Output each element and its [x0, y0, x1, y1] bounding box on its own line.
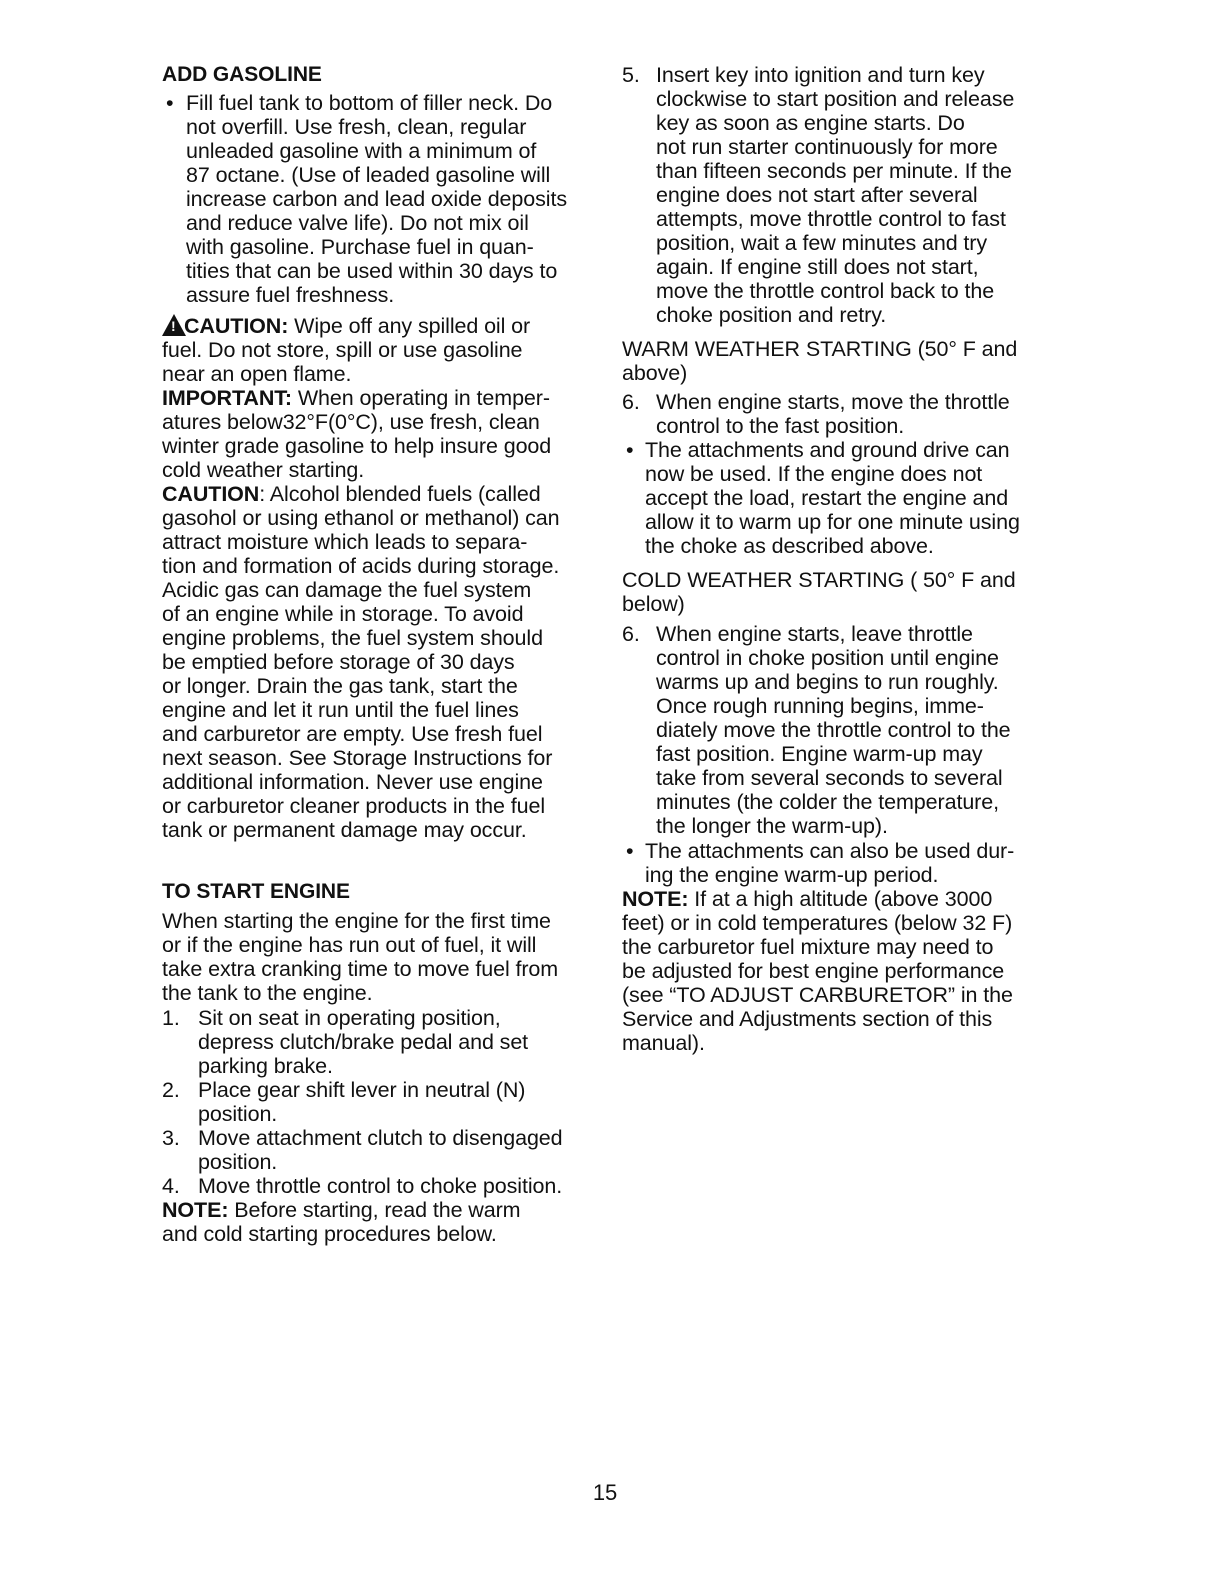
text-line	[162, 115, 602, 139]
line-text: increase carbon and lead oxide deposits	[186, 187, 567, 211]
text-line	[162, 880, 602, 904]
line-text: feet) or in cold temperatures (below 32 F)	[622, 911, 1013, 935]
line-text: allow it to warm up for one minute using	[645, 510, 1020, 534]
text-line	[162, 530, 602, 554]
text-line	[162, 1150, 602, 1174]
line-text: the carburetor fuel mixture may need to	[622, 935, 994, 959]
text-line	[622, 87, 1062, 111]
line-text: Service and Adjustments section of this	[622, 1007, 993, 1031]
text-line	[622, 207, 1062, 231]
text-line	[162, 1102, 602, 1126]
numbered-block	[162, 1078, 602, 1126]
line-text: TO START ENGINE	[162, 880, 350, 903]
line-text: additional information. Never use engine	[162, 770, 543, 794]
text-line	[622, 231, 1062, 255]
line-text: unleaded gasoline with a minimum of	[186, 139, 537, 163]
para-block	[162, 909, 602, 1005]
line-text: or carburetor cleaner products in the fuel	[162, 794, 546, 818]
line-text: position, wait a few minutes and try	[656, 231, 988, 255]
line-text: winter grade gasoline to help insure good	[162, 434, 552, 458]
line-text: Move attachment clutch to disengaged	[198, 1126, 563, 1150]
text-line	[622, 111, 1062, 135]
text-line	[162, 482, 602, 506]
text-line	[622, 414, 1062, 438]
line-text: than fifteen seconds per minute. If the	[656, 159, 1012, 183]
line-text: Acidic gas can damage the fuel system	[162, 578, 532, 602]
text-line	[622, 438, 1062, 462]
line-text: clockwise to start position and release	[656, 87, 1015, 111]
line-text: Wipe off any spilled oil or	[288, 314, 531, 338]
text-line	[162, 338, 602, 362]
line-text: ADD GASOLINE	[162, 63, 322, 86]
text-line	[162, 602, 602, 626]
line-text: and reduce valve life). Do not mix oil	[186, 211, 529, 235]
page-number: 15	[592, 1480, 618, 1505]
line-text: move the throttle control back to the	[656, 279, 995, 303]
text-line	[622, 279, 1062, 303]
text-line	[622, 303, 1062, 327]
right-column	[622, 63, 1062, 1055]
line-text: WARM WEATHER STARTING (50° F and	[622, 337, 1018, 361]
para-block	[622, 568, 1062, 616]
line-text: engine and let it run until the fuel lines	[162, 698, 519, 722]
line-text: fuel. Do not store, spill or use gasoline	[162, 338, 523, 362]
text-line	[162, 554, 602, 578]
text-line	[622, 592, 1062, 616]
text-line	[622, 1031, 1062, 1055]
numbered-block	[162, 1174, 602, 1198]
line-text: the choke as described above.	[645, 534, 934, 558]
text-line	[162, 1198, 602, 1222]
text-line	[622, 63, 1062, 87]
list-number: 4.	[162, 1174, 180, 1198]
section-heading	[162, 880, 602, 904]
line-text: or longer. Drain the gas tank, start the	[162, 674, 518, 698]
line-text: The attachments and ground drive can	[645, 438, 1010, 462]
list-number: 6.	[622, 390, 640, 414]
text-line	[622, 742, 1062, 766]
line-text: attempts, move throttle control to fast	[656, 207, 1006, 231]
line-text: minutes (the colder the temperature,	[656, 790, 999, 814]
text-line	[162, 434, 602, 458]
text-line	[622, 863, 1062, 887]
line-text: COLD WEATHER STARTING ( 50° F and	[622, 568, 1016, 592]
para-block	[162, 482, 602, 842]
line-text: with gasoline. Purchase fuel in quan-	[186, 235, 534, 259]
text-line	[622, 959, 1062, 983]
line-text: Once rough running begins, imme-	[656, 694, 984, 718]
list-number: 1.	[162, 1006, 180, 1030]
line-text: not overfill. Use fresh, clean, regular	[186, 115, 527, 139]
text-line	[162, 909, 602, 933]
text-line	[162, 698, 602, 722]
line-text: 87 octane. (Use of leaded gasoline will	[186, 163, 551, 187]
line-text: When engine starts, leave throttle	[656, 622, 973, 646]
bullet-marker: •	[166, 91, 174, 115]
text-line	[622, 159, 1062, 183]
line-text: near an open flame.	[162, 362, 352, 386]
para-block	[162, 314, 602, 386]
line-text: If at a high altitude (above 3000	[688, 887, 993, 911]
text-line	[162, 235, 602, 259]
line-text: key as soon as engine starts. Do	[656, 111, 965, 135]
list-number: 5.	[622, 63, 640, 87]
para-block	[622, 887, 1062, 1055]
text-line	[162, 386, 602, 410]
text-line	[162, 506, 602, 530]
text-line	[622, 183, 1062, 207]
line-text: Move throttle control to choke position.	[198, 1174, 563, 1198]
line-text: control to the fast position.	[656, 414, 905, 438]
line-text: cold weather starting.	[162, 458, 365, 482]
text-line	[162, 770, 602, 794]
text-line	[162, 1078, 602, 1102]
text-line	[162, 794, 602, 818]
line-text: Place gear shift lever in neutral (N)	[198, 1078, 526, 1102]
bold-label: CAUTION:	[184, 314, 289, 338]
bullet-block	[622, 839, 1062, 887]
text-line	[162, 957, 602, 981]
line-text: and carburetor are empty. Use fresh fuel	[162, 722, 543, 746]
text-line	[622, 718, 1062, 742]
text-line	[162, 283, 602, 307]
line-text: engine does not start after several	[656, 183, 978, 207]
text-line	[622, 337, 1062, 361]
line-text: take from several seconds to several	[656, 766, 1003, 790]
text-line	[622, 510, 1062, 534]
line-text: When starting the engine for the first time	[162, 909, 551, 933]
line-text: accept the load, restart the engine and	[645, 486, 1009, 510]
text-line	[162, 91, 602, 115]
text-line	[162, 314, 602, 338]
list-number: 3.	[162, 1126, 180, 1150]
text-line	[162, 211, 602, 235]
line-text: warms up and begins to run roughly.	[656, 670, 999, 694]
text-line	[162, 722, 602, 746]
line-text: position.	[198, 1150, 278, 1174]
text-line	[622, 814, 1062, 838]
text-line	[622, 390, 1062, 414]
text-line	[622, 983, 1062, 1007]
line-text: engine problems, the fuel system should	[162, 626, 543, 650]
line-text: depress clutch/brake pedal and set	[198, 1030, 529, 1054]
text-line	[162, 187, 602, 211]
bullet-marker: •	[626, 438, 634, 462]
text-line	[622, 534, 1062, 558]
line-text: The attachments can also be used dur-	[645, 839, 1015, 863]
line-text: position.	[198, 1102, 278, 1126]
line-text: diately move the throttle control to the	[656, 718, 1011, 742]
text-line	[162, 674, 602, 698]
bold-label: NOTE:	[162, 1198, 229, 1222]
line-text: take extra cranking time to move fuel from	[162, 957, 559, 981]
para-block	[162, 386, 602, 482]
text-line	[162, 259, 602, 283]
line-text: Before starting, read the warm	[228, 1198, 521, 1222]
text-line	[162, 1030, 602, 1054]
line-text: Fill fuel tank to bottom of filler neck. Do	[186, 91, 553, 115]
text-line	[622, 1007, 1062, 1031]
text-line	[162, 981, 602, 1005]
bullet-block	[622, 438, 1062, 558]
line-text: now be used. If the engine does not	[645, 462, 983, 486]
line-text: tities that can be used within 30 days to	[186, 259, 558, 283]
text-line	[162, 458, 602, 482]
text-line	[622, 255, 1062, 279]
para-block	[162, 1198, 602, 1246]
text-line	[622, 646, 1062, 670]
line-text: manual).	[622, 1031, 705, 1055]
line-text: parking brake.	[198, 1054, 333, 1078]
line-text: choke position and retry.	[656, 303, 887, 327]
text-line	[622, 622, 1062, 646]
numbered-block	[622, 63, 1062, 327]
line-text: ing the engine warm-up period.	[645, 863, 939, 887]
text-line	[622, 135, 1062, 159]
text-line	[162, 1222, 602, 1246]
line-text: control in choke position until engine	[656, 646, 999, 670]
line-text: Insert key into ignition and turn key	[656, 63, 985, 87]
bullet-block	[162, 91, 602, 307]
text-line	[622, 790, 1062, 814]
numbered-block	[162, 1126, 602, 1174]
numbered-block	[622, 390, 1062, 438]
numbered-block	[622, 622, 1062, 838]
text-line	[162, 1006, 602, 1030]
text-line	[622, 935, 1062, 959]
text-line	[622, 568, 1062, 592]
line-text: Sit on seat in operating position,	[198, 1006, 501, 1030]
line-text: When engine starts, move the throttle	[656, 390, 1010, 414]
line-text: tion and formation of acids during storage.	[162, 554, 560, 578]
line-text: attract moisture which leads to separa-	[162, 530, 528, 554]
numbered-block	[162, 1006, 602, 1078]
text-line	[162, 818, 602, 842]
bold-label: CAUTION	[162, 482, 260, 506]
text-line	[622, 839, 1062, 863]
text-line	[162, 410, 602, 434]
text-line	[622, 887, 1062, 911]
line-text: next season. See Storage Instructions for	[162, 746, 553, 770]
line-text: the longer the warm-up).	[656, 814, 888, 838]
line-text: atures below32°F(0°C), use fresh, clean	[162, 410, 540, 434]
line-text: fast position. Engine warm-up may	[656, 742, 983, 766]
line-text: When operating in temper-	[291, 386, 550, 410]
line-text: not run starter continuously for more	[656, 135, 998, 159]
text-line	[622, 670, 1062, 694]
line-text: or if the engine has run out of fuel, it will	[162, 933, 537, 957]
bullet-marker: •	[626, 839, 634, 863]
list-number: 2.	[162, 1078, 180, 1102]
line-text: : Alcohol blended fuels (called	[259, 482, 541, 506]
text-line	[162, 139, 602, 163]
text-line	[622, 766, 1062, 790]
line-text: gasohol or using ethanol or methanol) can	[162, 506, 560, 530]
text-line	[162, 650, 602, 674]
line-text: the tank to the engine.	[162, 981, 373, 1005]
bold-label: IMPORTANT:	[162, 386, 292, 410]
text-line	[622, 911, 1062, 935]
text-line	[162, 1126, 602, 1150]
line-text: tank or permanent damage may occur.	[162, 818, 527, 842]
text-line	[162, 63, 602, 87]
line-text: again. If engine still does not start,	[656, 255, 979, 279]
line-text: and cold starting procedures below.	[162, 1222, 497, 1246]
text-line	[162, 1054, 602, 1078]
left-column	[162, 63, 602, 1246]
text-line	[622, 462, 1062, 486]
line-text: above)	[622, 361, 688, 385]
line-text: (see “TO ADJUST CARBURETOR” in the	[622, 983, 1013, 1007]
text-line	[622, 486, 1062, 510]
text-line	[162, 362, 602, 386]
list-number: 6.	[622, 622, 640, 646]
section-heading	[162, 63, 602, 87]
text-line	[162, 163, 602, 187]
line-text: of an engine while in storage. To avoid	[162, 602, 524, 626]
line-text: be adjusted for best engine performance	[622, 959, 1005, 983]
bold-label: NOTE:	[622, 887, 689, 911]
line-text: assure fuel freshness.	[186, 283, 395, 307]
para-block	[622, 337, 1062, 385]
line-text: below)	[622, 592, 685, 616]
text-line	[622, 361, 1062, 385]
line-text: be emptied before storage of 30 days	[162, 650, 515, 674]
text-line	[162, 933, 602, 957]
text-line	[162, 578, 602, 602]
warning-triangle-icon	[162, 314, 186, 336]
text-line	[162, 1174, 602, 1198]
text-line	[162, 626, 602, 650]
text-line	[162, 746, 602, 770]
text-line	[622, 694, 1062, 718]
